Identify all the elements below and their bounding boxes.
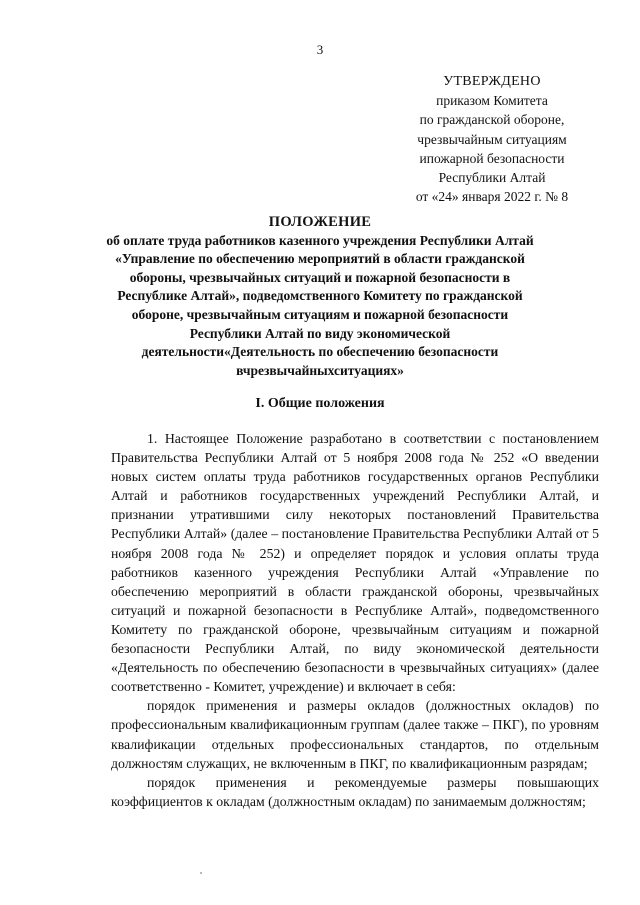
title-line: Республике Алтай», подведомственного Комитету по гражданской: [117, 288, 523, 304]
approval-line: Республики Алтай: [438, 170, 546, 186]
title-line: деятельности«Деятельность по обеспечению безопасности: [141, 344, 499, 360]
paragraph: порядок применения и размеры окладов (должностных окладов) по профессиональным квалификационным группам (далее также – ПКГ), по уровням квалификации отдельных профессиональных стандартов, по отдельным должностям служащих, не включенным в ПКГ, по квалификационным разрядам;: [111, 698, 599, 771]
title-line: вчрезвычайныхситуациях»: [236, 362, 404, 378]
approval-stamp: [392, 72, 592, 206]
paragraph: порядок применения и рекомендуемые размеры повышающих коэффициентов к окладам (должностным окладам) по занимаемым должностям;: [111, 774, 599, 809]
title-line: обороны, чрезвычайных ситуаций и пожарной безопасности в: [129, 269, 511, 285]
approval-line: ипожарной безопасности: [419, 150, 565, 166]
approval-heading: УТВЕРЖДЕНО: [443, 74, 541, 89]
title-line: Республики Алтай по виду экономической: [189, 325, 451, 341]
section-heading: I. Общие положения: [255, 396, 385, 411]
approval-line: от «24» января 2022 г. № 8: [415, 189, 569, 205]
document-title: [105, 213, 535, 380]
title-line: об оплате труда работников казенного учреждения Республики Алтай: [106, 232, 534, 248]
page-number: 3: [316, 42, 324, 57]
approval-line: приказом Комитета: [436, 93, 548, 109]
approval-line: по гражданской обороне,: [419, 112, 565, 128]
body-text: [111, 429, 599, 811]
title-main: ПОЛОЖЕНИЕ: [268, 214, 372, 230]
paragraph: 1. Настоящее Положение разработано в соответствии с постановлением Правительства Республики Алтай от 5 ноября 2008 года № 252 «О введении новых систем оплаты труда работников государственных органов Республики Алтай и работников государственных учреждений Республики Алтай, и признании утратившими силу некоторых постановлений Правительства Республики Алтай» (далее – постановление Правительства Республики Алтай от 5 ноября 2008 года № 252) и определяет порядок и условия оплаты труда работников казенного учреждения Республики Алтай «Управление по обеспечению мероприятий в области гражданской обороны, чрезвычайных ситуаций и пожарной безопасности в Республике Алтай», подведомственного Комитету по гражданской обороне, чрезвычайным ситуациям и пожарной безопасности Республики Алтай, по виду экономической деятельности «Деятельность по обеспечению безопасности в чрезвычайных ситуациях» (далее соответственно - Комитет, учреждение) и включает в себя:: [111, 431, 599, 695]
title-line: «Управление по обеспечению мероприятий в области гражданской: [115, 251, 525, 267]
scan-speck: [200, 872, 202, 874]
approval-line: чрезвычайным ситуациям: [417, 131, 567, 147]
title-line: обороне, чрезвычайным ситуациям и пожарной безопасности: [131, 306, 509, 322]
